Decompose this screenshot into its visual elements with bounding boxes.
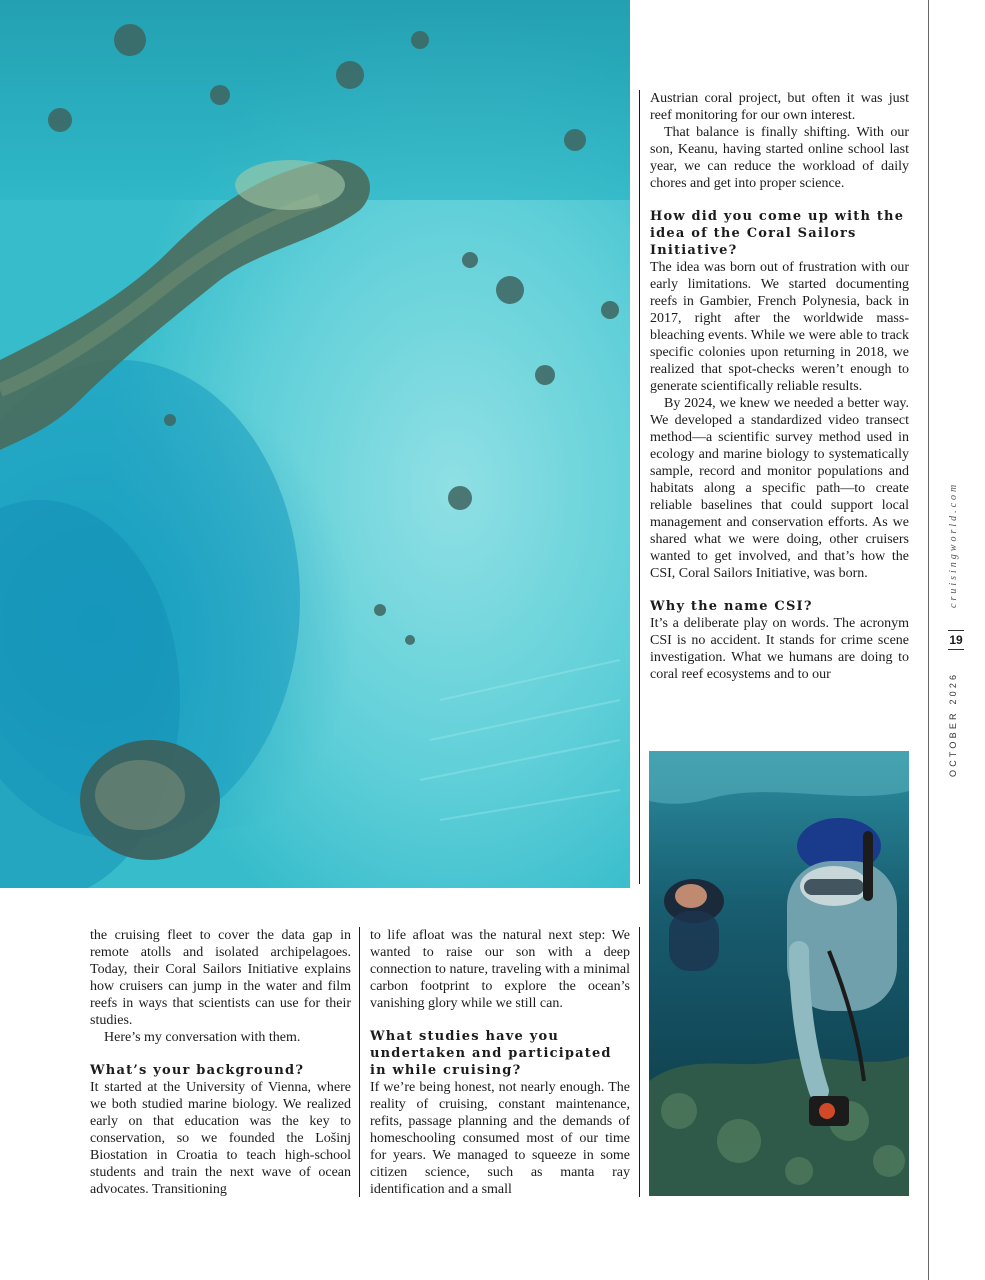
column-rule (639, 90, 640, 884)
paragraph: to life afloat was the natural next step: We wanted to raise our son with a deep connection to nature, traveling with a minimal carbon footprint to explore the ocean’s vanishing glory while we still can. (370, 928, 630, 1011)
paragraph: the cruising fleet to cover the data gap in remote atolls and isolated archipelagoes. Today, their Coral Sailors Initiative explains how cruisers can jump in the water and film reefs in ways that scientists can use for their studies. (90, 928, 351, 1028)
aerial-reef-photo (0, 0, 630, 888)
column-rule (359, 927, 360, 1197)
paragraph: By 2024, we knew we needed a better way. We developed a standardized video transect method—a scientific survey method used in ecology and marine biology to systematically sample, record and monitor populations and habitats along a specific path—to create reliable baselines that could support local management and conservation efforts. As we shared what we were doing, other cruisers wanted to get involved, and that’s how the CSI, Coral Sailors Initiative, was born. (650, 396, 909, 581)
page-edge-rule (928, 0, 929, 1280)
snorkeler-filming-reef-photo (649, 751, 909, 1196)
article-column-right (650, 90, 909, 683)
column-rule (639, 927, 640, 1197)
paragraph: The idea was born out of frustration with our early limitations. We started documenting reefs in Gambier, French Polynesia, back in 2017, right after the worldwide mass-bleaching events. While we were able to track specific colonies upon returning in 2018, we realized that spot-checks weren’t enough to generate scientifically reliable results. (650, 260, 909, 394)
site-url: cruisingworld.com (948, 481, 959, 608)
section-heading: What studies have you undertaken and participated in while cruising? (370, 1029, 612, 1078)
section-heading: How did you come up with the idea of the Coral Sailors Initiative? (650, 209, 905, 258)
paragraph: If we’re being honest, not nearly enough. The reality of cruising, constant maintenance, refits, passage planning and the demands of homeschooling consumed most of our time for years. We managed to squeeze in some citizen science, such as manta ray identification and a small (370, 1080, 630, 1197)
section-heading: What’s your background? (90, 1063, 305, 1078)
paragraph: It’s a deliberate play on words. The acronym CSI is no accident. It stands for crime scene investigation. What we humans are doing to coral reef ecosystems and to our (650, 616, 909, 682)
section-heading: Why the name CSI? (650, 599, 813, 614)
article-column-left (90, 927, 351, 1198)
paragraph: That balance is finally shifting. With our son, Keanu, having started online school last year, we can reduce the workload of daily chores and get into proper science. (650, 125, 909, 191)
paragraph: It started at the University of Vienna, where we both studied marine biology. We realized early on that education was the key to conservation, so we founded the Lošinj Biostation in Croatia to teach high-school students and train the next wave of ocean advocates. Transitioning (90, 1080, 351, 1197)
issue-date: OCTOBER 2026 (948, 671, 958, 777)
page-number: 19 (948, 630, 964, 650)
article-column-middle (370, 927, 630, 1198)
paragraph: Austrian coral project, but often it was just reef monitoring for our own interest. (650, 91, 909, 123)
paragraph: Here’s my conversation with them. (104, 1030, 301, 1045)
